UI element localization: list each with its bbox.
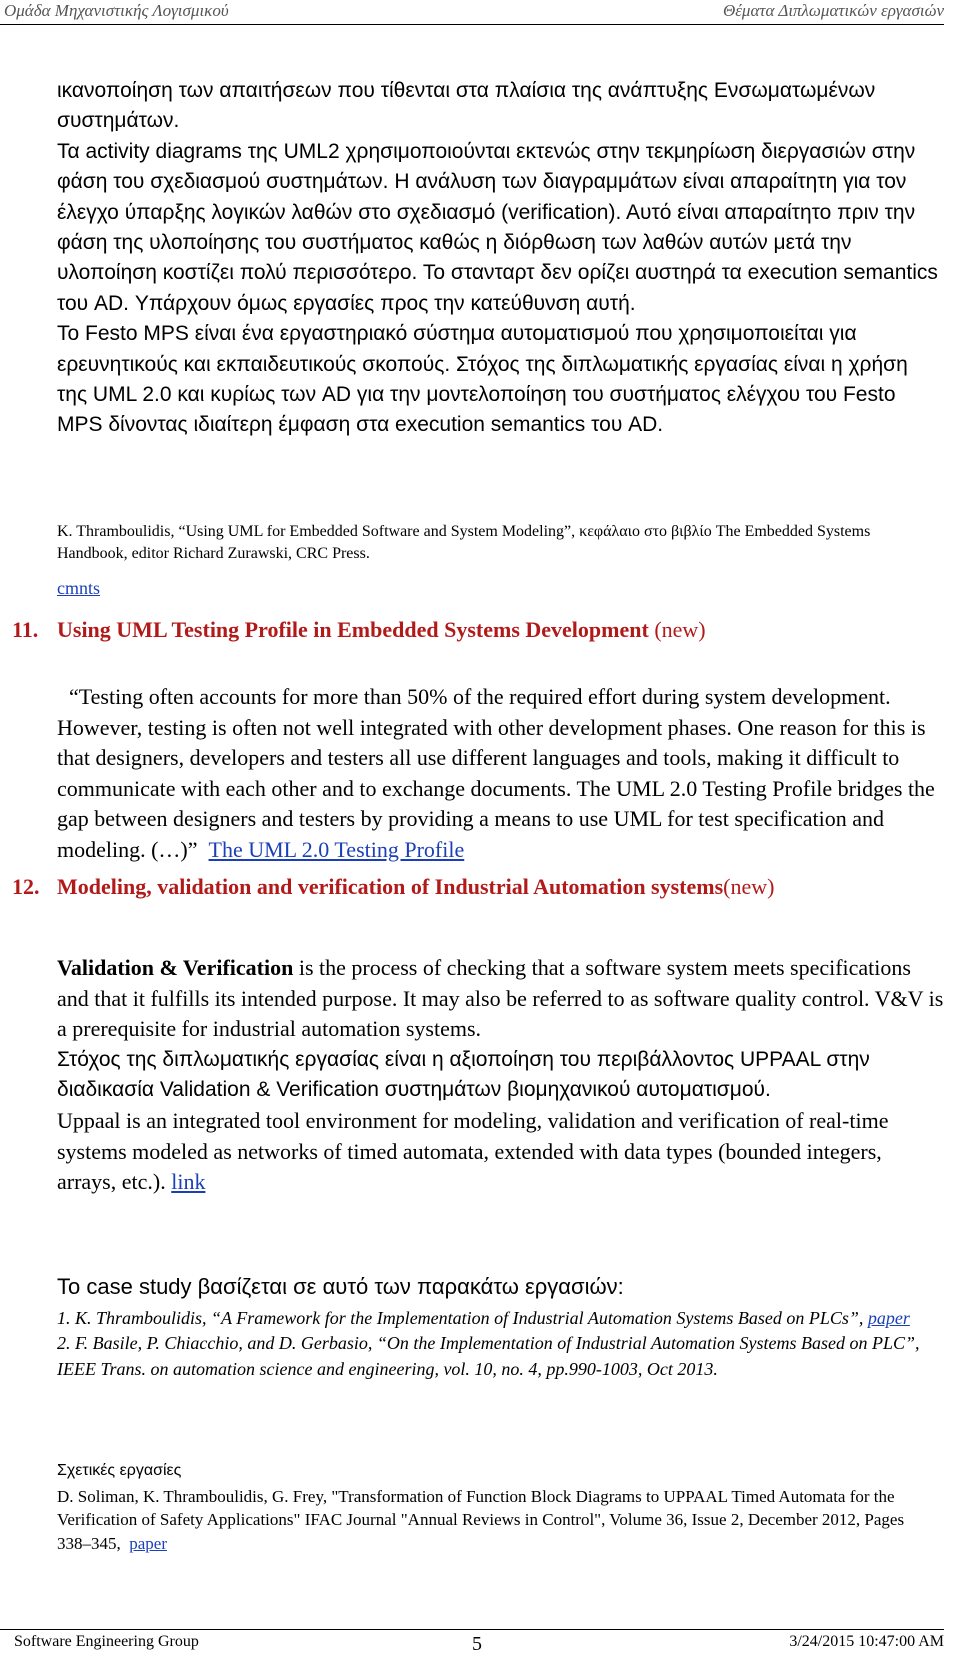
page-header [0, 0, 944, 25]
cmnts-link[interactable]: cmnts [57, 578, 100, 598]
case-reference-1-text: 1. K. Thramboulidis, “A Framework for the Implementation of Industrial Automation Systems Based on PLCs”, [57, 1308, 864, 1328]
section-11-new-tag: (new) [654, 617, 706, 642]
related-work-text: D. Soliman, K. Thramboulidis, G. Frey, "Transformation of Function Block Diagrams to UPPAAL Timed Automata for the Verification of Safety Applications" IFAC Journal "Annual Reviews in Control", Volume 36, Issue 2, December 2012, Pages 338–345, [57, 1487, 905, 1553]
section-11-heading [57, 617, 706, 643]
section-12-heading [57, 874, 774, 900]
uppaal-paragraph [57, 1106, 945, 1198]
section-12-title: Modeling, validation and verification of Industrial Automation systems [57, 874, 724, 899]
case-reference-1 [57, 1306, 937, 1331]
related-works-entry [57, 1485, 937, 1555]
section-12-body [57, 953, 945, 1198]
footer-timestamp: 3/24/2015 10:47:00 AM [789, 1633, 944, 1650]
intro-text [57, 76, 942, 441]
section-11-quote: “Testing often accounts for more than 50% of the required effort during system development. However, testing is often not well integrated with other development phases. One reason for this is that designers, developers and testers all use different languages and tools, making it difficult to communicate with each other and to exchange documents. The UML 2.0 Testing Profile bridges the gap between designers and testers by providing a means to use UML for test specification and modeling. (…)” [57, 684, 935, 862]
header-doc-title: Θέματα Διπλωματικών εργασιών [722, 1, 944, 20]
page-footer [0, 1629, 944, 1664]
intro-paragraph-3: Το Festo MPS είναι ένα εργαστηριακό σύστημα αυτοματισμού που χρησιμοποιείται για ερευνητικούς και εκπαιδευτικούς σκοπούς. Στόχος της διπλωματικής εργασίας είναι η χρήση της UML 2.0 και κυρίως των AD για την μοντελοποίηση του συστήματος ελέγχου του Festo MPS δίνοντας ιδιαίτερη έμφαση στα execution semantics του AD. [57, 322, 908, 437]
related-works-heading: Σχετικές εργασίες [57, 1462, 182, 1479]
vv-paragraph [57, 953, 945, 1045]
uml-testing-profile-link[interactable]: The UML 2.0 Testing Profile [208, 836, 465, 862]
case-reference-1-paper-link[interactable]: paper [867, 1308, 910, 1328]
intro-reference: K. Thramboulidis, “Using UML for Embedded Software and System Modeling”, κεφάλαιο στο βιβλίο The Embedded Systems Handbook, editor Richard Zurawski, CRC Press. [57, 523, 871, 562]
intro-paragraph-1: ικανοποίηση των απαιτήσεων που τίθενται στα πλαίσια της ανάπτυξης Ενσωματωμένων συστημάτων. [57, 79, 876, 133]
header-group-name: Ομάδα Μηχανιστικής Λογισμικού [4, 1, 229, 20]
section-12-number: 12. [12, 874, 40, 899]
section-11-body [57, 682, 945, 866]
uppaal-description: Uppaal is an integrated tool environment for modeling, validation and verification of real-time systems modeled as networks of timed automata, extended with data types (bounded integers, arrays, etc.). [57, 1107, 889, 1195]
intro-paragraph-2: Τα activity diagrams της UML2 χρησιμοποιούνται εκτενώς στην τεκμηρίωση διεργασιών στην φάση του σχεδιασμού συστημάτων. Η ανάλυση των διαγραμμάτων είναι απαραίτητη για τον έλεγχο ύπαρξης λογικών λαθών στο σχεδιασμό (verification). Αυτό είναι απαραίτητο πριν την φάση της υλοποίησης του συστήματος καθώς η διόρθωση των λαθών αυτών μετά την υλοποίηση κοστίζει πολύ περισσότερο. Το στανταρτ δεν ορίζει αυστηρά τα execution semantics του AD. Υπάρχουν όμως εργασίες προς την κατεύθυνση αυτή. [57, 139, 938, 315]
uppaal-link[interactable]: link [171, 1169, 206, 1195]
vv-definition: is the process of checking that a software system meets specifications and that it fulfills its intended purpose. It may also be referred to as software quality control. V&V is a prerequisite for industrial automation systems. [57, 955, 944, 1042]
page-number: 5 [472, 1633, 482, 1655]
case-study-references [57, 1306, 937, 1382]
footer-group-name: Software Engineering Group [14, 1633, 199, 1650]
case-reference-2: 2. F. Basile, P. Chiacchio, and D. Gerbasio, “On the Implementation of Industrial Automation Systems Based on PLC”, IEEE Trans. on automation science and engineering, vol. 10, no. 4, pp.990-1003, Oct 2013. [57, 1333, 920, 1379]
related-work-paper-link[interactable]: paper [129, 1533, 168, 1553]
uppaal-goal-paragraph: Στόχος της διπλωματικής εργασίας είναι η αξιοποίηση του περιβάλλοντος UPPAAL στην διαδικασία Validation & Verification συστημάτων βιομηχανικού αυτοματισμού. [57, 1047, 870, 1102]
case-study-heading: Το case study βασίζεται σε αυτό των παρακάτω εργασιών: [57, 1274, 624, 1299]
section-12-new-tag: (new) [723, 874, 775, 899]
section-11-number: 11. [12, 617, 39, 642]
vv-term: Validation & Verification [57, 955, 294, 980]
section-11-title: Using UML Testing Profile in Embedded Systems Development [57, 617, 649, 642]
